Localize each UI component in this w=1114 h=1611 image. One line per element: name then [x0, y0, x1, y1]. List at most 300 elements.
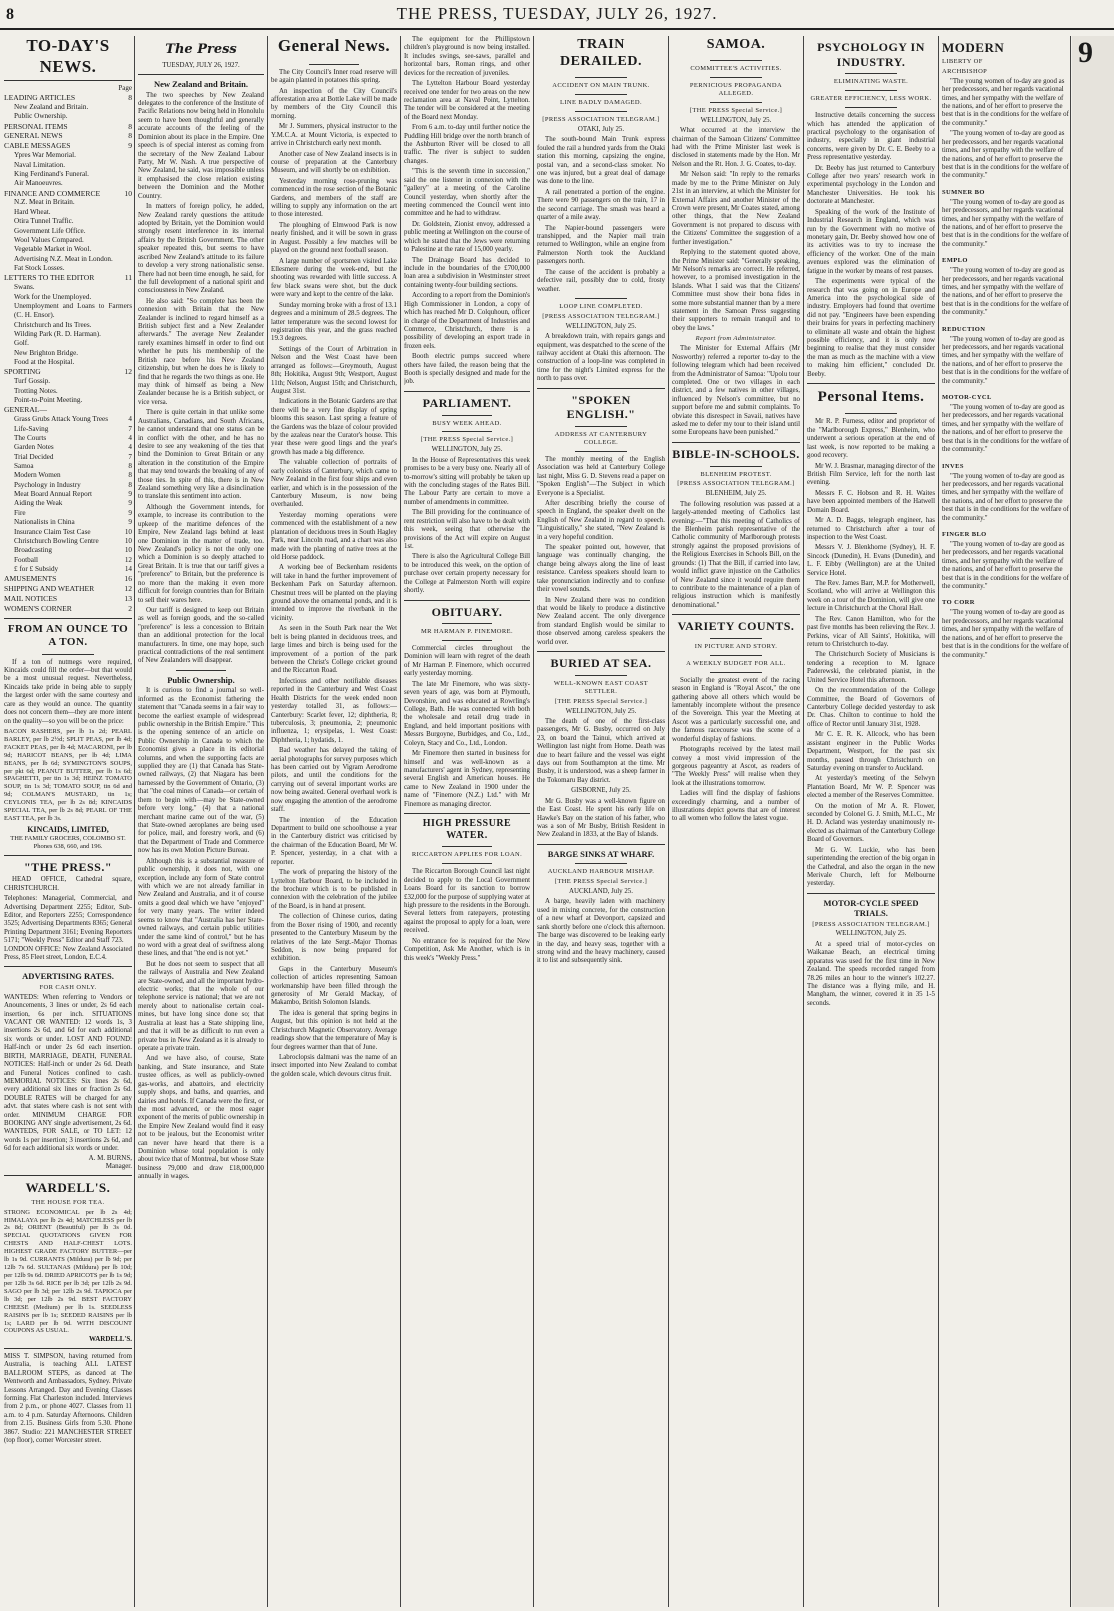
- partial-heading: TO CORR: [942, 599, 975, 607]
- index-entry: [4, 255, 132, 264]
- index-entry: [4, 217, 132, 226]
- news-paragraph: Yesterday morning rose-pruning was commenced in the rose section of the Botanic Gardens, and members of the staff are willing to supply any information on the art to those interested.: [271, 177, 397, 219]
- rates-heading: ADVERTISING RATES.: [22, 971, 114, 982]
- parliament-heading: PARLIAMENT.: [422, 395, 512, 410]
- index-entry-label: King Ferdinand's Funeral.: [14, 169, 89, 178]
- column-editorial: [138, 36, 264, 1607]
- index-entry-label: Swans.: [14, 283, 35, 292]
- column-rule: [533, 36, 534, 1607]
- personal-item: The Rev. James Barr, M.P. for Motherwell, Scotland, who will arrive at Wellington this week on a tour of the Dominion, will give one lecture in Christchurch at the Choral Hall.: [807, 580, 935, 613]
- index-entry: [4, 358, 132, 367]
- index-entry-label: AMUSEMENTS: [4, 574, 57, 584]
- partial-paragraph: "The young women of to-day are good as her predecessors, and her regards vacational times, and her sympathy with the welfare of the nations, and of her effort to preserve the best that is in the conditions for the welfare of the community.": [942, 472, 1069, 522]
- index-entry-label: LEADING ARTICLES: [4, 93, 76, 102]
- index-entry: [4, 584, 132, 594]
- index-entry-label: The Courts: [14, 433, 47, 442]
- index-entry-label: Broadcasting: [14, 546, 52, 555]
- column-rule: [938, 36, 939, 1607]
- index-entry: [4, 302, 132, 321]
- index-entry-page: 10: [124, 188, 132, 198]
- index-entry: [4, 273, 132, 283]
- index-entry: [4, 141, 132, 151]
- index-entry-label: Government Life Office.: [14, 226, 86, 235]
- personal-item: At yesterday's meeting of the Selwyn Plantation Board, Mr W. P. Spencer was elected a member of the Reserves Committee.: [807, 775, 935, 800]
- index-entry-label: SHIPPING AND WEATHER: [4, 584, 95, 594]
- index-entry-page: 2: [128, 603, 132, 613]
- news-paragraph: Labroclopsis dalmani was the name of an insect imported into New Zealand to combat the golden scale, which devours citrus fruit.: [271, 1053, 397, 1078]
- index-entry-page: 9: [128, 518, 132, 527]
- psychology-sub2: GREATER EFFICIENCY, LESS WORK.: [810, 95, 932, 103]
- news-paragraph: A working bee of Beckenham residents will take in hand the further improvement of Beckenham Park on Saturday afternoon. Chestnut trees will be planted on the playing ground above the ornamental ponds, and it is intended to improve the riverbank in the vicinity.: [271, 564, 397, 622]
- index-entry-label: Food at the Hospital.: [14, 358, 75, 367]
- news-paragraph: The Drainage Board has decided to include in the boundaries of the £700,000 loan area a subdivision in Westminster street containing twenty-four building sections.: [404, 256, 530, 289]
- index-entry: [4, 415, 132, 424]
- gisborne-dateline: GISBORNE, July 25.: [571, 787, 631, 795]
- index-entry: [4, 594, 132, 604]
- buried-text: The death of one of the first-class passengers, Mr G. Busby, occurred on July 23, on board the Tainui, which arrived at Wellington last night from Home. Death was due to heart failure and the vessel was eight days out from Southampton at the time. Mr Busby, it is understood, was a sheep farmer in the Tokomaru Bay district.: [537, 717, 665, 784]
- index-entry-page: 12: [124, 584, 132, 594]
- column-news-6: SAMOA. COMMITTEE'S ACTIVITIES. PERNICIOUS PROPAGANDA ALLEGED. [THE PRESS Special Service.] WELLINGTON, July 25. What occurred at the interview the chairman of the Samoan Citizens' Committee had with the Prime Minister last week is disclosed in statements made by the Hon. Mr Nelson and the Rt. Hon. J. G. Coates, to-day. Mr Nelson said: "In reply to the remarks made by me to the Prime Minister on July 21st in an interview, at which the Minister for External Affairs and another Minister of the Crown were present, Mr Coates stated, among other things, that the New Zealand Government is not prepared to discuss with the Citizens' Committee the suggestion of a further investigation." Replying to the statement quoted above, the Prime Minister said: "Generally speaking, Mr Nelson's remarks are correct. He referred, however, to a promised investigation in the Islands. What I said was that the Citizens' Committee must show their bona fides in some more substantial manner than by a mere statement in the Samoan Press suggesting their supporters to remain tranquil and to obey the laws." Report from Administrator. The Minister for External Affairs (Mr Nosworthy) referred a reporter to-day to the following telegram which had been received from the Administrator of Samoa: "Upolu tour completed. One or two villages in each district, and a few natives in other villages, influenced by Nelson's committee, but no support before me and submit complaints. To obviate this disrespect in Savaii, natives have asked me to defer my tour to their island until some Europeans have been punished." BIBLE-IN-SCHOOLS. BLENHEIM PROTEST. [PRESS ASSOCIATION TELEGRAM.] BLENHEIM, July 25. The following resolution was passed at a largely-attended meeting of Catholics last evening:—"That this meeting of Catholics of the Blenheim parish representative of the Catholic community of Marlborough protests strongly against the proposed provisions of the Religious Exercises in Schools Bill, on the grounds: (1) That the Bill, if carried into law, would inflict grave injustice on the Catholics of New Zealand since it would require them to contribute to the maintenance of a plan of religious instruction which is manifestly denominational." VARIETY COUNTS. IN PICTURE AND STORY. A WEEKLY BUDGET FOR ALL. Socially the greatest event of the racing season in England is "Royal Ascot," the one gathering above all others which would be lamentably incomplete without the presence of the Sovereign. This year the Meeting at Ascot was a particularly successful one, and the famous racecourse was the scene of a wonderful display of fashions. Photographs received by the latest mail convey a most vivid impression of the gorgeous pageantry at Ascot, as readers of "The Weekly Press" will realise when they look at the illustrations tomorrow. Ladies will find the display of fashions exceedingly charming, and a number of illustrations depict gowns that are of interest to all women who follow the latest vogue.: [672, 37, 800, 823]
- press-office: HEAD OFFICE, Cathedral square, CHRISTCHURCH.: [4, 876, 132, 892]
- index-entry: [4, 574, 132, 584]
- ounce-prices: BACON RASHERS, per lb 1s 2d; PEARL BARLEY, per lb 2½d; SPLIT PEAS, per lb 4d; FACKET PEAS, per lb 4d; MACARONI, per lb 9d; HARICOT BEANS, per lb 4d; LIMA BEANS, per lb 6d; SYMINGTON'S SOUPS, per pkt 6d; PEANUT BUTTER, per lb 1s 6d; SPAGHETTI, per tin 1s 3d; HEINZ TOMATO SOUP, tin 1s 3d; TOMATO SOUP, tin 6d and 9d; COLMAN'S MUSTARD, tin 1s; CEYLONIS TEA, per lb 2s 8d; KINCAIDS SPECIAL TEA, per lb 2s 8d; PEARL OF THE EAST TEA, per lb 3s.: [4, 727, 132, 823]
- news-paragraph: Indications in the Botanic Gardens are that there will be a very fine display of spring blooms this season. Last spring a feature of the Gardens was the blaze of colour provided by the azaleas near the Curator's house. This year these were good lings and the year's growth has made a big difference.: [271, 398, 397, 456]
- index-entry-label: LETTERS TO THE EDITOR: [4, 273, 95, 283]
- partial-heading: SUMNER BO: [942, 188, 985, 196]
- manager-name: A. M. BURNS,: [88, 1153, 132, 1162]
- modern-text: "The young women of to-day are good as her predecessors, and her regards vacational times, and her sympathy with the welfare of the nations, and of her effort to preserve the best that is in the conditions for the welfare of the community.": [942, 77, 1069, 127]
- barge-dateline: AUCKLAND, July 25.: [569, 888, 633, 896]
- index-entry-label: Psychology in Industry: [14, 480, 81, 489]
- adjacent-page-edge: [1072, 36, 1114, 1607]
- train-source: [PRESS ASSOCIATION TELEGRAM.]: [542, 116, 660, 123]
- obituary-sub: MR HARMAN P. FINEMORE.: [420, 628, 514, 636]
- spoken-english-sub: ADDRESS AT CANTERBURY COLLEGE.: [554, 430, 648, 446]
- news-paragraph: Another case of New Zealand insects is in course of preparation at the Canterbury Museum, and will shortly be on exhibition.: [271, 150, 397, 175]
- page-label: Page: [118, 84, 132, 93]
- personal-item: Messrs V. J. Blenkhorne (Sydney), H. F. Sincock (Dunedin), H. Evans (Dunedin), and L. F. Eibby (Wellington) are at the United Service Hotel.: [807, 544, 935, 577]
- news-items: [404, 36, 530, 387]
- index-entry-label: MAIL NOTICES: [4, 594, 58, 604]
- news-paragraph: The work of preparing the history of the Lyttelton Harbour Board, to be included in the brochure which is to be published in connexion with the celebration of the jubilee of the Board, is in hand at present.: [271, 869, 397, 910]
- obituary-heading: OBITUARY.: [431, 604, 503, 619]
- index-entry-page: 8: [128, 480, 132, 489]
- index-entry: [4, 170, 132, 179]
- partial-paragraph: "The young women of to-day are good as her predecessors, and her regards vacational times, and her sympathy with the welfare of the nations, and of her effort to preserve the best that is in the conditions for the welfare of the community.": [942, 335, 1069, 385]
- buried-source: [THE PRESS Special Service.]: [554, 697, 648, 705]
- general-news-heading: General News.: [277, 36, 391, 55]
- news-paragraph: The ploughing of Elmwood Park is now nearly finished, and it will be sown in grass in August. Possibly a few matches will be played on the ground next football season.: [271, 221, 397, 255]
- masthead: [0, 0, 1114, 30]
- index-entry-label: Hard Wheat.: [14, 207, 51, 216]
- index-entry: [4, 236, 132, 245]
- index-entry: [4, 490, 132, 499]
- index-entry: [4, 93, 132, 103]
- news-paragraph: From 6 a.m. to-day until further notice the Puddling Hill bridge over the north branch of the Ashburton River will be closed to all traffic. The river is subject to sudden changes.: [404, 124, 530, 165]
- report-heading: Report from Administrator.: [695, 335, 777, 343]
- news-paragraph: The idea is general that spring begins in August, but this opinion is not held at the Christchurch Magnetic Observatory. Average readings show that the temperature of May is four degrees warmer than that of June.: [271, 1009, 397, 1051]
- paper-masthead-art: The Press: [165, 42, 237, 57]
- press-london: LONDON OFFICE: New Zealand Associated Press, 85 Fleet street, London, E.C.4.: [4, 945, 132, 962]
- rates-cash: FOR CASH ONLY.: [39, 983, 97, 991]
- column-rule: [134, 36, 135, 1607]
- index-entry-label: Grass Grubs Attack Young Trees: [14, 415, 109, 424]
- ounce-heading: FROM AN OUNCE TO A TON.: [7, 622, 129, 649]
- personal-item: Messrs F. C. Hobson and R. H. Waites have been appointed members of the Hatwell Domain Board.: [807, 489, 935, 514]
- index-entry: [4, 189, 132, 199]
- samoa-sub: COMMITTEE'S ACTIVITIES.: [690, 65, 782, 73]
- index-entry-label: Unemployment and Loans to Farmers (C. H. Ensor).: [14, 301, 132, 320]
- index-entry-label: Garden Notes: [14, 443, 54, 452]
- index-entry-label: Aiding the Weak: [14, 499, 63, 508]
- index-entry: [4, 264, 132, 273]
- personal-item: The Christchurch Society of Musicians is tendering a reception to M. Ignace Paderewski, the celebrated pianist, in the United Service Hotel this afternoon.: [807, 651, 935, 684]
- index-entry-label: Wool Values Compared.: [14, 235, 84, 244]
- index-entry-label: Ypres War Memorial.: [14, 151, 76, 160]
- column-news-5: TRAIN DERAILED. ACCIDENT ON MAIN TRUNK. LINE BADLY DAMAGED. [PRESS ASSOCIATION TELEGRAM.] OTAKI, July 25. The south-bound Main Trunk express fouled the rail a hundred yards from the Otaki station this morning, capsizing the engine, postal van, and a second-class smoker. No one was injured, but a great deal of damage was done to the line. A rail penetrated a portion of the engine. There were 90 passengers on the train, 17 in the second carriage. The smash was heard a quarter of a mile away. The Napier-bound passengers were transhipped, and the Napier mail train returned to Wellington, while an engine from Palmerston North took the Auckland passengers north. The cause of the accident is probably a defective rail, possibly due to cold, frosty weather. LOOP LINE COMPLETED. [PRESS ASSOCIATION TELEGRAM.] WELLINGTON, July 25. A breakdown train, with repairs gangs and equipment, was despatched to the scene of the railway accident at Otaki this afternoon. The construction of a loop-line was completed in time for the night's Limited express for the north to pass over. "SPOKEN ENGLISH." ADDRESS AT CANTERBURY COLLEGE. The monthly meeting of the English Association was held at Canterbury College last night, Miss G. D. Stevens read a paper on "Spoken English"—The Subject in which Everyone is a Specialist. After describing briefly the course of speech in England, the speaker dwelt on the English of New Zealand in regard to speech. "Linguistically," she stated, "New Zealand is in a very hopeful condition. The speaker pointed out, however, that language was continually changing, the change being always along the line of least resistance. Careless speakers should learn to take pronunciation indirectly and to confuse their vowel sounds. In New Zealand there was no condition that would be likely to produce a distinctive New Zealand accent. The only divergence from standard English would be similar to those observed among careless speakers the world over. BURIED AT SEA. WELL-KNOWN EAST COAST SETTLER. [THE PRESS Special Service.] WELLINGTON, July 25. The death of one of the first-class passengers, Mr G. Busby, occurred on July 23, on board the Tainui, which arrived at Wellington last night from Home. Death was due to heart failure and the vessel was eight days out from Southampton at the time. Mr Busby, it is understood, was a sheep farmer in the Tokomaru Bay district. GISBORNE, July 25. Mr G. Busby was a well-known figure on the East Coast. He spent his early life on Hawke's Bay on the station of his father, who was a son of Mr Busby, British Resident in New Zealand in 1833, at the Bay of Islands. BARGE SINKS AT WHARF. AUCKLAND HARBOUR MISHAP. [THE PRESS Special Service.] AUCKLAND, July 25. A barge, heavily laden with machinery used in mixing concrete, for the construction of a new wharf at Devonport, capsized and sank shortly before one o'clock this afternoon. The barge was discovered to be leaking early in the day, and heavy seas, together with a strong wind and the heavy machinery, caused it to list and subsequently sink.: [537, 37, 665, 965]
- index-entry: [4, 425, 132, 434]
- index-entry-page: 10: [124, 546, 132, 555]
- partial-heading: REDUCTION: [942, 325, 986, 333]
- index-entry: [4, 227, 132, 236]
- index-entry: [4, 131, 132, 141]
- index-entry: [4, 367, 132, 377]
- column-news-7: PSYCHOLOGY IN INDUSTRY. ELIMINATING WASTE. GREATER EFFICIENCY, LESS WORK. Instructive details concerning the success which has attended the application of practical psychology to the organisation of industry, especially in giant industrial concerns, were given by Dr. C. E. Beeby to a Press representative yesterday. Dr. Beeby has just returned to Canterbury College after two years' research work in experimental psychology in the London and Manchester Universities. He took his doctorate at Manchester. Speaking of the work of the Institute of Industrial Research in England, which was run by the Government with no motive of monetary gain, Dr. Beeby showed how one of its activities was to try to increase the efficiency of the worker. One of the main avenues explored was the elimination of fatigue in the worker by means of rest pauses. The experiments were typical of the research that was going on in Europe and America into the psychological side of industry. Employers had found that overtime did not pay. "Engineers have been expending their brains for years in perfecting machinery to eliminate all waste and obtain the highest possible efficiency, and it is only now beginning to realise that they must consider the man as much as the machine with a view to making him efficient," concluded Dr. Beeby. Personal Items. Mr R. P. Furness, editor and proprietor of the "Marlborough Express," Blenheim, who underwent a serious operation at the end of last week, is now reported to be making a good recovery. Mr W. J. Brasmar, managing director of the British Film Service, left for the north last evening. Messrs F. C. Hobson and R. H. Waites have been appointed members of the Hatwell Domain Board. Mr A. D. Baggs, telegraph engineer, has returned to Christchurch after a tour of inspection to the West Coast. Messrs V. J. Blenkhorne (Sydney), H. F. Sincock (Dunedin), H. Evans (Dunedin), and L. F. Eibby (Wellington) are at the United Service Hotel. The Rev. James Barr, M.P. for Motherwell, Scotland, who will arrive at Wellington this week on a tour of the Dominion, will give one lecture in Christchurch at the Choral Hall. The Rev. Canon Hamilton, who for the past five months has been relieving the Rev. J. Perkins, vicar of All Saints', Hokitika, will return to Christchurch to-day. The Christchurch Society of Musicians is tendering a reception to M. Ignace Paderewski, the celebrated pianist, in the United Service Hotel this afternoon. On the recommendation of the College Committee, the Board of Governors of Canterbury College decided yesterday to ask Dr. Chas. Chilton to continue to hold the office of Rector until January 31st, 1928. Mr C. E. R. K. Allcock, who has been assistant engineer in the Public Works Department, Westport, for the past six months, passed through Christchurch on Saturday evening on transfer to Auckland. At yesterday's meeting of the Selwyn Plantation Board, Mr W. P. Spencer was elected a member of the Reserves Committee. On the motion of Mr A. R. Flower, seconded by Colonel G. J. Smith, M.L.C., Mr H. D. Acland was yesterday unanimously re-elected as chairman of the Canterbury College Board of Governors. Mr G. W. Luckie, who has been superintending the erection of the big organ in the Cathedral, and also the organ in the new Merivale Church, left for Melbourne yesterday. MOTOR-CYCLE SPEED TRIALS. [PRESS ASSOCIATION TELEGRAM.] WELLINGTON, July 25. At a speed trial of motor-cycles on Waikanae Beach, an electrical timing apparatus was used for the first time in New Zealand. The speeds recorded ranged from 78.26 miles an hour to the winner's 102.27. The distance was a flying mile, and H. Mangham, the winner, covered it in 35 1-5 seconds.: [807, 40, 935, 1007]
- personal-item: Mr G. W. Luckie, who has been superintending the erection of the big organ in the Cathedral, and also the organ in the new Merivale Church, left for Melbourne yesterday.: [807, 846, 935, 888]
- column-rule: [1070, 36, 1071, 1607]
- bible-heading: BIBLE-IN-SCHOOLS.: [672, 446, 800, 461]
- barge-text: A barge, heavily laden with machinery used in mixing concrete, for the construction of a new wharf at Devonport, capsized and sank shortly before one o'clock this afternoon. The barge was discovered to be leaking early in the day, and heavy seas, together with a strong wind and the heavy machinery, caused it to list and subsequently sink.: [537, 898, 665, 965]
- index-entry-page: 12: [124, 367, 132, 377]
- index-entry-page: 9: [128, 490, 132, 499]
- psychology-sub: ELIMINATING WASTE.: [833, 78, 909, 86]
- news-paragraph: Bad weather has delayed the taking of aerial photographs for survey purposes which has been carried out by Vigram Aerodrome pilots, and until the conditions for the carrying out of several important works are now being awaited. General overhaul work is now engaging the attention of the aerodrome staff.: [271, 747, 397, 814]
- news-paragraph: According to a report from the Dominion's High Commissioner in London, a copy of which has reached Mr D. Colquhoun, officer in charge of the Department of Industries and Commerce, Christchurch, there is a possibility of developing an export trade in frozen eels.: [404, 292, 530, 350]
- index-entry-label: PERSONAL ITEMS: [4, 121, 68, 131]
- partial-paragraph: "The young women of to-day are good as her predecessors, and her regards vacational times, and her sympathy with the welfare of the nations, and of her effort to preserve the best that is in the conditions for the welfare of the community.": [942, 198, 1069, 248]
- index-entry-label: N.Z. Meat in Britain.: [14, 198, 75, 207]
- train-dateline: OTAKI, July 25.: [577, 125, 625, 133]
- personal-items-list: [807, 418, 935, 888]
- art1-body: The two speeches by New Zealand delegates to the conference of the Institute of Pacific Relations now being held in Honolulu seem to have been thoughtful and generally accurate accounts of the feeling of the Dominion about its place in the Empire. One speech is of special interest as coming from the secretary of the New Zealand Labour Party, Mr W. Nash. A true perspective of New Zealand, he said, was impossible unless it emphasised the close relation existing between the Dominion and the Mother Country. In matters of foreign policy, he added, New Zealand rarely questions the attitude adopted by Britain, yet the Dominion would strongly resent interference in its internal affairs by the British Government. The other speaker repeated this, but seems to have ascribed New Zealand's attitude to its failure to develop a very strong nationalistic sense. There had not been time enough, he said, for the full development of a national spirit and consciousness in New Zealand. He also said: "So complete has been the connexion with Britain that the New Zealander is inclined to regard himself as a British subject first and a New Zealander afterwards." The average New Zealander rarely examines himself in order to find out whether he puts his membership of the British race before his New Zealand citizenship, but when he does he is likely to find that he regards the two things as one. He may think of himself as being a New Zealander because he is a British subject, or vice versa. There is quite certain in that unlike some Australians, Canadians, and South Africans, he cannot understand that one status can be in conflict with the other, and he has no desire to see any weakening of the ties that bind the Dominion to Great Britain or any alteration in the constitution of the Empire that may tend towards the breaking of any of those ties. In spite of this, there is in New Zealand something very like a disinclination to translate this sentiment into action. Although the Government intends, for example, to increase its contribution to the upkeep of the maritime defences of the Empire, New Zealand lags behind at least one Dominion in the matter of trade, too. New Zealand's policy is not the only one which a Dominion is so deeply attached to Great Britain. It is true that our tariff gives a "preference" to Britain, but the preference is no more than the making it even more difficult for foreign countries than for Britain to sell their wares here. Our tariff is designed to keep out Britain as well as foreign goods, and the so-called "preference" is less a concession to Britain than an additional protection for the local manufacturers. In time, one may hope, such practical contradictions of the real sentiment of New Zealanders will disappear.: [138, 91, 264, 665]
- buried-at-sea-heading: BURIED AT SEA.: [550, 656, 652, 671]
- index-entry-label: Samoa: [14, 462, 34, 471]
- loop-heading: LOOP LINE COMPLETED.: [559, 302, 643, 310]
- index-entry-page: 11: [124, 273, 132, 283]
- index-entry: [4, 528, 132, 537]
- news-paragraph: A large number of sportsmen visited Lake Ellesmere during the week-end, but the shooting was rewarded with little success. A few black swans were shot, but the duck were wary and kept to the centre of the lake.: [271, 257, 397, 299]
- news-paragraph: Booth electric pumps succeed where others have failed, the reason being that the Booth is specially designed and made for the job.: [404, 353, 530, 386]
- index-entry-label: Fat Stock Losses.: [14, 263, 65, 272]
- index-entry-page: 8: [128, 93, 132, 102]
- personal-item: Mr A. D. Baggs, telegraph engineer, has returned to Christchurch after a tour of inspection to the West Coast.: [807, 517, 935, 541]
- train-sub: ACCIDENT ON MAIN TRUNK.: [552, 82, 650, 90]
- index-entry: [4, 434, 132, 443]
- index-entry-label: CABLE MESSAGES: [4, 141, 71, 151]
- news-paragraph: "This is the seventh time in succession," said the one listener in connexion with the "gallery" at a meeting of the Caroline Council yesterday, when shortly after the meeting commenced the Council went into committee and he had to withdraw.: [404, 168, 530, 218]
- index-entry: [4, 179, 132, 188]
- wardell-heading: WARDELL'S.: [25, 1179, 111, 1195]
- samoa-dateline: WELLINGTON, July 25.: [700, 116, 772, 124]
- page-number: 8: [6, 6, 14, 23]
- news-index-list: [4, 93, 132, 614]
- index-entry: [4, 321, 132, 330]
- index-entry: [4, 245, 132, 254]
- barge-source: [THE PRESS Special Service.]: [554, 878, 648, 886]
- news-paragraph: Sunday morning broke with a frost of 13.1 degrees and a minimum of 28.5 degrees. The latter temperature was the second lowest for registration this year, and the grass reached 19.3 degrees.: [271, 301, 397, 343]
- motorcycle-heading: MOTOR-CYCLE SPEED TRIALS.: [823, 897, 919, 919]
- index-entry-label: Insurance Claim Test Case: [14, 527, 91, 536]
- index-entry-label: New Brighton Bridge.: [14, 348, 79, 357]
- index-entry-page: 10: [124, 527, 132, 536]
- art2-body: It is curious to find a journal so well-informed as the Economist fathering the statement that "Canada seems in a fair way to become the earliest example of widespread public ownership in the British Empire." This is the opening sentence of an article on Public Ownership in Canada to which the Economist gives a place in its editorial columns, and when the supporting facts are supplied they are (1) that Canada has State-owned railways, (2) that Niagara has been harnessed by the Government of Ontario, (3) that "the coal mines of Canada—or certain of them to begin with—may be State-owned before very long," (4) that a national merchant marine came out of the war, (5) that State-owned aeroplanes are being used for police, mail, and forestry work, and (6) that the Department of Trade and Commerce now has its own Motion Picture Bureau. Although this is a substantial measure of public ownership, it does not, with one exception, include any form of State control with which we are not already familiar in New Zealand and Australia, and it of course omits a good deal which we have "enjoyed" for very many years. The writer indeed seems to know that "Australia has her State-owned railways, and certain public utilities under the same kind of control," but he has no word with a great deal of swiftness along these lines, and that "the end is not yet." But he does not seem to suspect that all the railways of Australia and New Zealand are State-owned, and all the important hydro-electric works; that the whole of our telephone service is national; that we are not merely about to nationalise certain coal-mines, but have long since done so; that Australia at least has a State shipping line, and that it will be as difficult to run even a private bus in New Zealand as it is already to operate a private train. And we have also, of course, State banking, and State insurance, and State trustee offices, as well as publicly-owned gas-works, and abattoirs, and electricity supply shops, and baths, and quarries, and dairies and hotels. If Canada were the first, or the most advanced, or the most eager exponent of the merits of public ownership in the Empire New Zealand would find it easy not to be jealous, but the Economist writer can never have heard that there is a Dominion whose total population is only about twice that of Montreal, but whose State business 79,000 and draw £18,000,000 annually in wages.: [138, 687, 264, 1181]
- index-entry-label: GENERAL—: [4, 405, 48, 415]
- news-paragraph: The Lyttelton Harbour Board yesterday received one tender for two areas on the new reclamation area at Naval Point, Lyttelton. The tender will be considered at the meeting of the Board next Monday.: [404, 80, 530, 121]
- index-entry-label: New Zealand and Britain.: [14, 102, 89, 111]
- barge-sub: AUCKLAND HARBOUR MISHAP.: [547, 868, 655, 876]
- index-entry-label: SPORTING: [4, 367, 41, 377]
- news-paragraph: The intention of the Education Department to build one schoolhouse a year in the Canterbury district was criticised by the chairman of the Education Board, Mr W. P. Spencer, yesterday, in a chat with a reporter.: [271, 816, 397, 866]
- variety-sub: IN PICTURE AND STORY.: [694, 642, 778, 650]
- index-entry: [4, 546, 132, 555]
- index-entry-label: Vegetable Market in Wool.: [14, 245, 92, 254]
- modern-heading: MODERN: [942, 40, 1005, 55]
- index-entry-page: 8: [128, 121, 132, 131]
- index-entry-label: GENERAL NEWS: [4, 131, 63, 141]
- personal-item: The Rev. Canon Hamilton, who for the past five months has been relieving the Rev. J. Perkins, vicar of All Saints', Hokitika, will return to Christchurch to-day.: [807, 615, 935, 649]
- loop-dateline: WELLINGTON, July 25.: [565, 322, 637, 330]
- index-entry-page: 13: [124, 594, 132, 604]
- samoa-sub2: PERNICIOUS PROPAGANDA ALLEGED.: [689, 82, 783, 97]
- index-entry: [4, 396, 132, 405]
- partial-heading: INVES: [942, 462, 964, 470]
- news-paragraph: An inspection of the City Council's afforestation area at Bottle Lake will be made by members of the City Council this morning.: [271, 87, 397, 120]
- index-entry: [4, 103, 132, 112]
- parliament-sub: BUSY WEEK AHEAD.: [432, 419, 502, 427]
- index-entry-label: Public Ownership.: [14, 112, 68, 121]
- index-entry-label: Otira Tunnel Traffic.: [14, 217, 74, 226]
- index-entry-label: Nationalists in China: [14, 518, 75, 527]
- index-entry-label: Naval Limitation.: [14, 160, 66, 169]
- high-pressure-sub: RICCARTON APPLIES FOR LOAN.: [411, 851, 523, 859]
- index-entry: [4, 509, 132, 518]
- index-entry-label: Work for the Unemployed.: [14, 292, 92, 301]
- index-entry: [4, 387, 132, 396]
- index-entry-page: 4: [128, 415, 132, 424]
- high-pressure-text: The Riccarton Borough Council last night decided to apply to the Local Government Loans Board for its sanction to borrow £32,000 for the purpose of supplying water at high pressure to the residents in the Borough. Several letters from ratepayers, protesting against the proposal to apply for a loan, were received.: [404, 868, 530, 935]
- column-rule: [267, 36, 268, 1607]
- index-entry: [4, 208, 132, 217]
- psychology-heading: PSYCHOLOGY IN INDUSTRY.: [817, 40, 925, 69]
- personal-item: On the recommendation of the College Committee, the Board of Governors of Canterbury College decided yesterday to ask Dr. Chas. Chilton to continue to hold the office of Rector until January 31st, 1928.: [807, 687, 935, 728]
- high-pressure-heading: HIGH PRESSURE WATER.: [422, 818, 512, 842]
- news-paragraph: Settings of the Court of Arbitration in Nelson and the West Coast have been arranged as follows:—Greymouth, August 8th; Hokitika, August 9th; Westport, August 11th; Nelson, August 15th; and Christchurch, August 31st.: [271, 345, 397, 395]
- index-entry: [4, 537, 132, 546]
- news-paragraph: The collection of Chinese curios, dating from the Boxer rising of 1900, and recently presented to the Canterbury Museum by the relatives of the late Sergt.-Major Thomas Seddon, is now being prepared for exhibition.: [271, 913, 397, 963]
- art2-heading: Public Ownership.: [167, 674, 235, 685]
- index-entry-page: 8: [128, 131, 132, 141]
- wardell-sub: THE HOUSE FOR TEA.: [31, 1198, 105, 1206]
- index-entry-label: Fire: [14, 508, 26, 517]
- index-entry-page: 14: [124, 564, 132, 573]
- press-phones: Telephones: Managerial, Commercial, and Advertising Department 2255; Editor, Sub-Editor, and Reporters 2255; Correspondence 3525; Advertising Departments 8365; General Printing Department 3161; Evening Reporters 5171; "Weekly Press" Editor and Staff 723.: [4, 895, 132, 945]
- index-entry-label: Meat Board Annual Report: [14, 490, 93, 499]
- parliament-dateline: WELLINGTON, July 25.: [431, 446, 503, 454]
- art1-heading: New Zealand and Britain.: [154, 79, 248, 90]
- news-paragraph: Gaps in the Canterbury Museum's collection of articles representing Samoan workmanship have been filled through the generosity of Mr Gerald Mackay, of Makambo, British Solomon Islands.: [271, 965, 397, 1007]
- variety-sub2: A WEEKLY BUDGET FOR ALL.: [686, 659, 786, 667]
- index-entry-page: 10: [124, 536, 132, 545]
- index-entry: [4, 453, 132, 462]
- bible-source: [PRESS ASSOCIATION TELEGRAM.]: [677, 480, 795, 488]
- news-paragraph: Dr. Goldstein, Zionist envoy, addressed a public meeting at Wellington on the course of which he stated that the Jews were returning to Palestine at the rate of 15,000 yearly.: [404, 220, 530, 254]
- news-paragraph: Yesterday morning operations were commenced with the establishment of a new plantation of deciduous trees in South Hagley Park, near Lincoln road, and a chart was also made with the planting of native trees at the old Horse paddock.: [271, 511, 397, 561]
- index-entry-label: Advertising N.Z. Meat in London.: [14, 254, 113, 263]
- partial-headings: [942, 189, 1070, 660]
- index-entry-label: Air Manoeuvres.: [14, 179, 63, 188]
- motorcycle-source: [PRESS ASSOCIATION TELEGRAM.]: [812, 920, 930, 928]
- index-entry: [4, 481, 132, 490]
- partial-paragraph: "The young women of to-day are good as her predecessors, and her regards vacational times, and her sympathy with the welfare of the nations, and of her effort to preserve the best that is in the conditions for the welfare of the community.": [942, 609, 1069, 659]
- index-entry-page: 4: [128, 433, 132, 442]
- index-entry-label: Turf Gossip.: [14, 377, 51, 386]
- motorcycle-text: At a speed trial of motor-cycles on Waikanae Beach, an electrical timing apparatus was used for the first time in New Zealand. The speeds recorded ranged from 78.26 miles an hour to the winner's 102.27. The distance was a flying mile, and H. Mangham, the winner, covered it in 35 1-5 seconds.: [807, 940, 935, 1007]
- modern-sub2: ARCHBISHOP: [942, 67, 988, 75]
- simpson-ad: MISS T. SIMPSON, having returned from Australia, is teaching ALL LATEST BALLROOM STEPS, as danced at The Wentworth and Ambassadors, Sydney. Private Lessons Arranged. Day and Evening Classes forming. Flat Charleston included. Interviews from 2 p.m., or phone 4027. Classes from 11 a.m. to 4 p.m. Saturday Afternoons. Children from 2.15. Business Girls from 5.30. Phone 3867. Studio: 221 MANCHESTER STREET (top floor), corner Worcester street.: [4, 1352, 132, 1445]
- variety-heading: VARIETY COUNTS.: [677, 619, 795, 634]
- ounce-text: If a ton of nutmegs were required, Kincaids could fill the order—but that would be a most unusual request. Nevertheless, Kincaids take pride in being able to supply the largest order with the same courtesy and care as they would an ounce. The quantity does not concern them—they are more intent on the quality—so you will be on the price:: [4, 658, 132, 725]
- press-heading: "THE PRESS.": [23, 859, 112, 874]
- personal-item: Mr R. P. Furness, editor and proprietor of the "Marlborough Express," Blenheim, who underwent a serious operation at the end of last week, is now reported to be making a good recovery.: [807, 418, 935, 460]
- bible-dateline: BLENHEIM, July 25.: [705, 490, 767, 498]
- index-entry: [4, 330, 132, 339]
- index-entry-label: Christchurch Bowling Centre: [14, 536, 99, 545]
- news-paragraph: As seen in the South Park near the Wet belt is being planted in deciduous trees, and large limes and birch is being used for the improvement of a portion of the park between the Christ's College cricket ground and the Riccarton Road.: [271, 625, 397, 675]
- news-paragraph: Infectious and other notifiable diseases reported in the Canterbury and West Coast Health Districts for the week ended noon yesterday totalled 31, as follows:—Canterbury: Scarlet fever, 12; diphtheria, 8; tuberculosis, 3; pneumonia, 2; pneumonic influenza, 1; erysipelas, 1. West Coast: Diphtheria, 1; hydatids, 1.: [271, 677, 397, 744]
- report-text: The Minister for External Affairs (Mr Nosworthy) referred a reporter to-day to the following telegram which had been received from the Administrator of Samoa: "Upolu tour completed. One or two villages in each district, and a few natives in other villages, influenced by Nelson's committee, but no support before me and submit complaints. To obviate this disrespect in Savaii, natives have asked me to defer my tour to their island until some Europeans have been punished.": [672, 345, 800, 437]
- index-entry: [4, 499, 132, 508]
- index-entry-page: 16: [124, 574, 132, 584]
- index-entry: [4, 377, 132, 386]
- index-entry-page: 7: [128, 424, 132, 433]
- index-entry-label: Trial Decided: [14, 452, 54, 461]
- news-paragraph: The equipment for the Phillipstown children's playground is now being installed. It includes swings, see-saws, parallel and horizontal bars, Roman rings, and other devices for the recreation of juveniles.: [404, 36, 530, 77]
- personal-item: Mr W. J. Brasmar, managing director of the British Film Service, left for the north last evening.: [807, 462, 935, 487]
- index-entry: [4, 151, 132, 160]
- personal-item: Mr C. E. R. K. Allcock, who has been assistant engineer in the Public Works Department, Westport, for the past six months, passed through Christchurch on Saturday evening on transfer to Auckland.: [807, 731, 935, 772]
- loop-text: A breakdown train, with repairs gangs and equipment, was despatched to the scene of the railway accident at Otaki this afternoon. The construction of a loop-line was completed in time for the night's Limited express for the north to pass over.: [537, 333, 665, 383]
- index-entry: [4, 556, 132, 565]
- index-entry-page: 12: [124, 555, 132, 564]
- index-entry-page: 8: [128, 462, 132, 471]
- kincaids-name: KINCAIDS, LIMITED,: [27, 825, 109, 835]
- samoa-source: [THE PRESS Special Service.]: [689, 106, 783, 114]
- editorial-date: TUESDAY, JULY 26, 1927.: [162, 61, 240, 69]
- index-entry-page: 9: [128, 499, 132, 508]
- index-entry-label: Life-Saving: [14, 424, 49, 433]
- index-entry: [4, 161, 132, 170]
- train-sub2: LINE BADLY DAMAGED.: [560, 99, 642, 107]
- index-entry-label: Golf.: [14, 339, 29, 348]
- loop-source: [PRESS ASSOCIATION TELEGRAM.]: [542, 312, 660, 320]
- index-entry-label: Modern Women: [14, 471, 61, 480]
- column-general-news: [271, 36, 397, 1607]
- partial-heading: FINGER BLO: [942, 531, 987, 539]
- index-entry: [4, 283, 132, 292]
- competition-text: No entrance fee is required for the New Competition, Ask Me Another, which is in this week's "Weekly Press.": [404, 937, 530, 962]
- modern-text-repeat: "The young women of to-day are good as her predecessors, and her regards vacational times, and her sympathy with the welfare of the nations, and of her effort to preserve the best that is in the conditions for the welfare of the community.": [942, 130, 1069, 180]
- kincaids-address: THE FAMILY GROCERS, COLOMBO ST. Phones 638, 660, and 196.: [10, 834, 126, 850]
- train-heading: TRAIN DERAILED.: [560, 37, 642, 70]
- column-rule: [803, 36, 804, 1607]
- column-index: [4, 36, 132, 1607]
- index-entry: [4, 565, 132, 574]
- motorcycle-dateline: WELLINGTON, July 25.: [835, 930, 907, 938]
- news-paragraph: Mr J. Summers, physical instructor to the Y.M.C.A. at Mount Victoria, is expected to arrive in Christchurch early next month.: [271, 123, 397, 148]
- index-entry-page: 8: [128, 471, 132, 480]
- index-entry-page: 4: [128, 443, 132, 452]
- modern-sub1: LIBERTY OF: [942, 57, 983, 65]
- wardell-sign: WARDELL'S.: [89, 1335, 132, 1344]
- index-entry: [4, 198, 132, 207]
- index-entry: [4, 518, 132, 527]
- column-rule: [668, 36, 669, 1607]
- index-entry-page: 7: [128, 452, 132, 461]
- column-news-4: The equipment for the Phillipstown children's playground is now being installed. It includes swings, see-saws, parallel and horizontal bars, Roman rings, and other devices for the recreation of juveniles. The Lyttelton Harbour Board yesterday received one tender for two areas on the new reclamation area at Naval Point, Lyttelton. The tender will be considered at the meeting of the Board next Monday. From 6 a.m. to-day until further notice the Puddling Hill bridge over the north branch of the Ashburton River will be closed to all traffic. The river is subject to sudden changes. "This is the seventh time in succession," said the one listener in connexion with the "gallery" at a meeting of the Caroline Council yesterday, when shortly after the meeting commenced the Council went into committee and he had to withdraw. Dr. Goldstein, Zionist envoy, addressed a public meeting at Wellington on the course of which he stated that the Jews were returning to Palestine at the rate of 15,000 yearly. The Drainage Board has decided to include in the boundaries of the £700,000 loan area a subdivision in Westminster street containing twenty-four building sections. According to a report from the Dominion's High Commissioner in London, a copy of which has reached Mr D. Colquhoun, officer in charge of the Department of Industries and Commerce, Christchurch, there is a possibility of developing an export trade in frozen eels. Booth electric pumps succeed where others have failed, the reason being that the Booth is specially designed and made for the job. PARLIAMENT. BUSY WEEK AHEAD. [THE PRESS Special Service.] WELLINGTON, July 25. In the House of Representatives this week promises to be a very busy one. Nearly all of to-morrow's sitting will probably be taken up with the concluding stages of the Rates Bill. The Labour Party are certain to move a number of amendments in committee. The Bill providing for the continuance of rent restriction will also have to be dealt with this week, seeing that otherwise the provisions of the Act will expire on August 1st. There is also the Agricultural College Bill to be introduced this week, on the option of purchase over certain property necessary for the College at Palmerston North will expire shortly. OBITUARY. MR HARMAN P. FINEMORE. Commercial circles throughout the Dominion will learn with regret of the death of Mr Harman P. Finemore, which occurred early yesterday morning. The late Mr Finemore, who was sixty-seven years of age, was born at Plymouth, Devonshire, and was educated at Rowrling's College, Bath. He was connected with both the wholesale and retail drug trade in England, and held important positions with Messrs Burgoyne, Burbidges, and Co., Ltd., Coleyn, Stacy and Co., Ltd., London. Mr Finemore then started in business for himself and was well-known as a manufacturers' agent in Sydney, representing several English and American houses. He came to New Zealand in 1900 under the name of "Finemore (N.Z.) Ltd." with Mr Finemore as managing director. HIGH PRESSURE WATER. RICCARTON APPLIES FOR LOAN. The Riccarton Borough Council last night decided to apply to the Local Government Loans Board for its sanction to borrow £32,000 for the purpose of supplying water at high pressure to the residents in the Borough. Several letters from ratepayers, protesting against the proposal to apply for a loan, were received. No entrance fee is required for the New Competition, Ask Me Another, which is in this week's "Weekly Press.": [404, 36, 530, 962]
- rates-text: WANTEDS: When referring to Vendors or Anouncements, 3 lines or under, 2s 6d each insertion, 6s per inch. SITUATIONS VACANT OR WANTED: 12 words 1s, 3 insertions 2s 6d, and 6d for each additional six words or under. LOST AND FOUND: Half-inch or under 2s 6d each insertion. BIRTH, MARRIAGE, DEATH, FUNERAL NOTICES: Half-inch or under 2s 6d. Death and Funeral Notices confined to cash. MEMORIAL NOTICES: Six lines 2s 6d, every additional six lines or fraction 2s 6d. DOUBLE RATES will be charged for any advt. that states where cash is not sent with order. MINIMUM CHARGE FOR BOOKING ANY single advertisement, 2s 6d. WANTEDS, FOR SALE, or TO LET: 12 words 1s per insertion; 3 insertions 2s 6d, and 6d for each additional six words or under.: [4, 993, 132, 1153]
- column-rule: [400, 36, 401, 1607]
- index-entry: [4, 349, 132, 358]
- bible-sub: BLENHEIM PROTEST.: [700, 470, 772, 478]
- parliament-source: [THE PRESS Special Service.]: [420, 436, 514, 444]
- spoken-english-heading: "SPOKEN ENGLISH.": [566, 392, 636, 422]
- index-entry-label: Football: [14, 555, 38, 564]
- partial-paragraph: "The young women of to-day are good as her predecessors, and her regards vacational times, and her sympathy with the welfare of the nations, and of her effort to preserve the best that is in the conditions for the welfare of the community.": [942, 267, 1069, 317]
- index-entry-label: FINANCE AND COMMERCE: [4, 188, 101, 198]
- index-entry-label: £ for £ Subsidy: [14, 564, 59, 573]
- index-entry: [4, 462, 132, 471]
- partial-heading: EMPLO: [942, 257, 968, 265]
- index-entry-label: Point-to-Point Meeting.: [14, 396, 83, 404]
- manager-title: Manager.: [105, 1162, 132, 1171]
- buried-sub: WELL-KNOWN EAST COAST SETTLER.: [553, 679, 649, 695]
- index-entry: [4, 122, 132, 132]
- samoa-heading: SAMOA.: [706, 37, 766, 52]
- index-entry-page: 9: [128, 508, 132, 517]
- index-entry: [4, 443, 132, 452]
- general-news-items: [271, 69, 397, 1080]
- index-entry: [4, 112, 132, 121]
- partial-paragraph: "The young women of to-day are good as her predecessors, and her regards vacational times, and her sympathy with the welfare of the nations, and of her effort to preserve the best that is in the conditions for the welfare of the community.": [942, 404, 1069, 454]
- index-entry-label: Wilding Park (R. D. Harman).: [14, 329, 101, 338]
- partial-paragraph: "The young women of to-day are good as her predecessors, and her regards vacational times, and her sympathy with the welfare of the nations, and of her effort to preserve the best that is in the conditions for the welfare of the community.": [942, 540, 1069, 591]
- index-entry-label: WOMEN'S CORNER: [4, 603, 72, 613]
- index-entry-label: Christchurch and Its Trees.: [14, 320, 92, 329]
- todays-news-heading: TO-DAY'S NEWS.: [4, 36, 132, 81]
- adjacent-page-fragment: 9: [1078, 36, 1093, 69]
- index-entry: [4, 471, 132, 480]
- index-entry: [4, 405, 132, 415]
- buried-dateline: WELLINGTON, July 25.: [565, 707, 637, 715]
- index-entry: [4, 339, 132, 348]
- gisborne-text: Mr G. Busby was a well-known figure on the East Coast. He spent his early life on Hawke's Bay on the station of his father, who was a son of Mr Busby, British Resident in New Zealand in 1833, at the Bay of Islands.: [537, 797, 665, 839]
- partial-heading: MOTOR-CYCL: [942, 394, 992, 402]
- index-entry: [4, 293, 132, 302]
- index-entry-page: 9: [128, 141, 132, 151]
- newspaper-title: THE PRESS, TUESDAY, JULY 26, 1927.: [396, 4, 718, 23]
- personal-items-heading: Personal Items.: [817, 389, 925, 406]
- index-entry-label: Trotting Notes.: [14, 386, 58, 395]
